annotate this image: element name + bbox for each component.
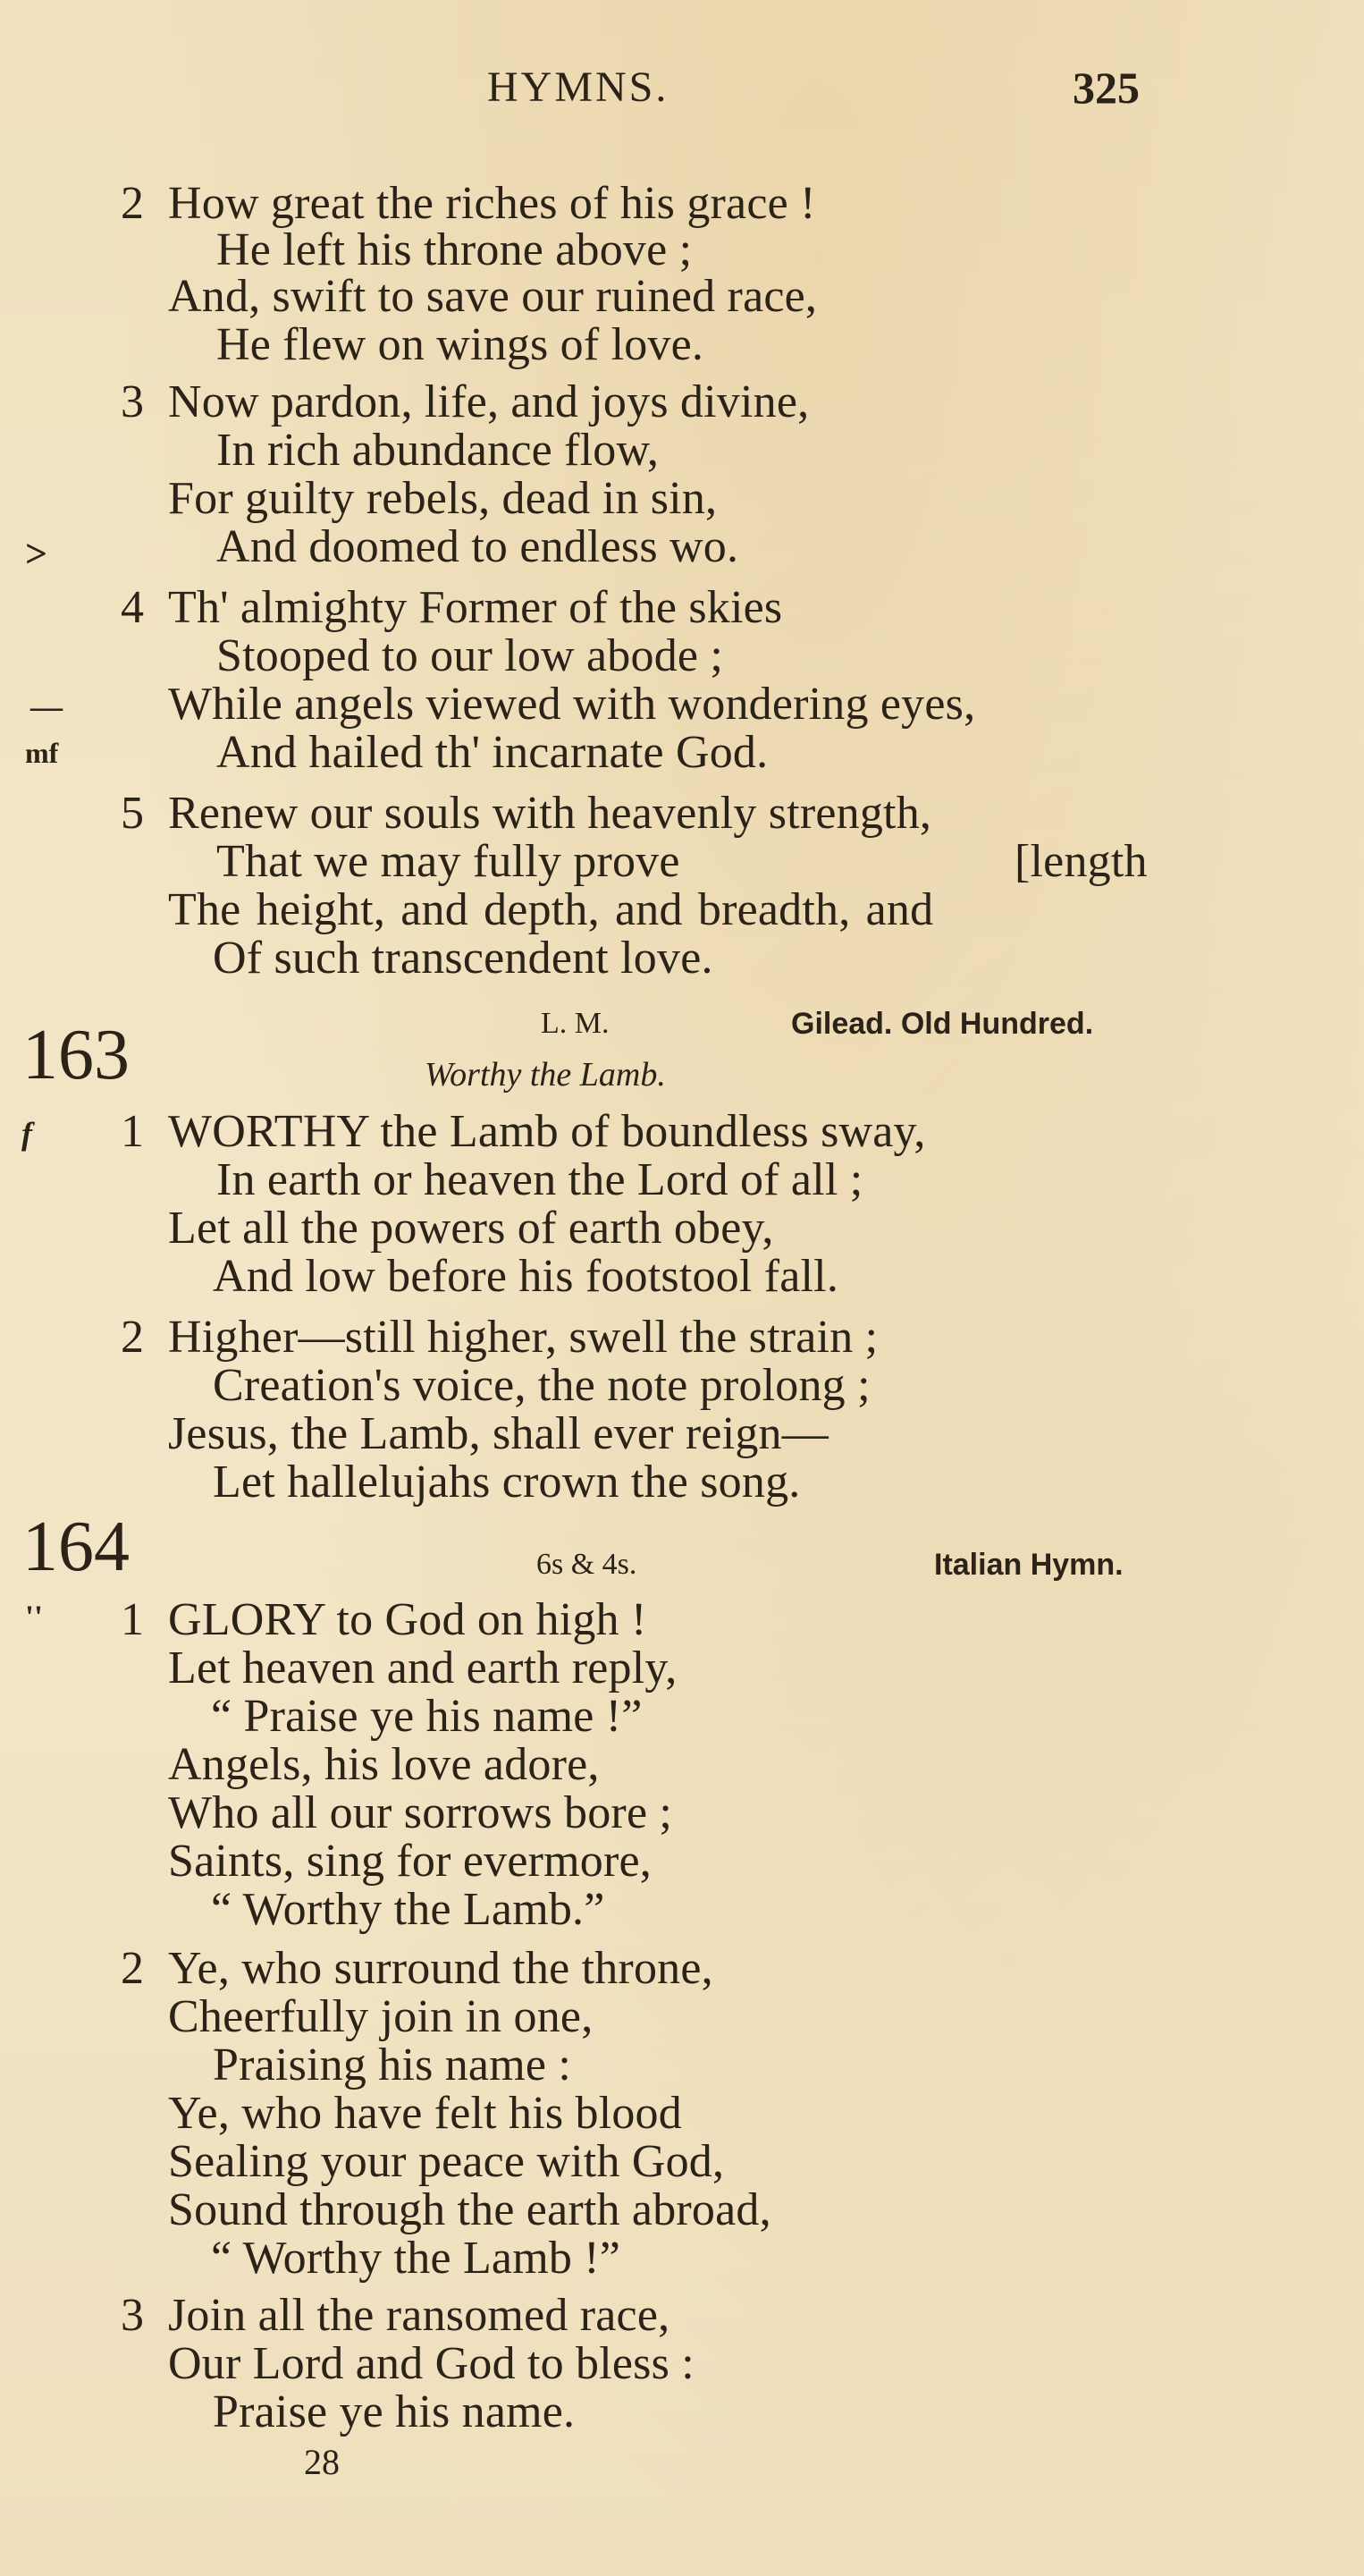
- verse-line: Our Lord and God to bless :: [168, 2338, 695, 2389]
- verse-line: Creation's voice, the note prolong ;: [213, 1360, 871, 1411]
- verse-line: Who all our sorrows bore ;: [168, 1787, 673, 1838]
- verse-line: Of such transcendent love.: [213, 933, 713, 984]
- verse-line: Ye, who surround the throne,: [168, 1943, 713, 1994]
- verse-line: “ Worthy the Lamb.”: [211, 1884, 605, 1935]
- verse-number: 2: [121, 1312, 144, 1363]
- verse-line: Now pardon, life, and joys divine,: [168, 376, 810, 427]
- verse-line: He flew on wings of love.: [216, 319, 704, 370]
- verse-line: Angels, his love adore,: [168, 1739, 600, 1790]
- verse-line: Let all the powers of earth obey,: [168, 1203, 774, 1254]
- verse-number: 2: [121, 178, 144, 229]
- verse-line: Renew our souls with heavenly strength,: [168, 788, 932, 839]
- verse-line: How great the riches of his grace !: [168, 178, 816, 229]
- verse-line: Cheerfully join in one,: [168, 1991, 594, 2042]
- verse-line: Saints, sing for evermore,: [168, 1836, 652, 1887]
- verse-line: Stooped to our low abode ;: [216, 630, 724, 681]
- verse-line: GLORY to God on high !: [168, 1594, 647, 1645]
- hymn-163-tunes: Gilead. Old Hundred.: [791, 1007, 1094, 1041]
- verse-line: Join all the ransomed race,: [168, 2290, 670, 2341]
- verse-line: “ Worthy the Lamb !”: [211, 2233, 621, 2284]
- verse-line: Higher—still higher, swell the strain ;: [168, 1312, 879, 1363]
- verse-line-turnover: [length: [1015, 836, 1148, 887]
- hymn-164-number: 164: [22, 1508, 130, 1586]
- verse-line: Let hallelujahs crown the song.: [213, 1457, 801, 1508]
- hymn-164-tunes: Italian Hymn.: [934, 1548, 1124, 1582]
- verse-line: Let heaven and earth reply,: [168, 1643, 678, 1693]
- hymn-163-meter: L. M.: [541, 1007, 610, 1040]
- hymn-163-number: 163: [22, 1016, 130, 1094]
- verse-line: While angels viewed with wondering eyes,: [168, 679, 976, 730]
- verse-number: 4: [121, 582, 144, 633]
- verse-number: 3: [121, 376, 144, 427]
- verse-line: And doomed to endless wo.: [216, 521, 739, 572]
- dynamic-mark-mf: mf: [25, 737, 59, 769]
- page-number: 325: [1073, 63, 1140, 113]
- verse-line: Sealing your peace with God,: [168, 2136, 725, 2187]
- dynamic-mark-f: f: [21, 1116, 32, 1152]
- verse-line: The height, and depth, and breadth, and: [168, 884, 934, 935]
- verse-line: And hailed th' incarnate God.: [216, 727, 769, 778]
- verse-line: In rich abundance flow,: [216, 425, 660, 476]
- dash-mark: —: [30, 688, 63, 724]
- verse-line: “ Praise ye his name !”: [211, 1691, 643, 1742]
- verse-number: 2: [121, 1943, 144, 1994]
- verse-number: 3: [121, 2290, 144, 2341]
- verse-line: And, swift to save our ruined race,: [168, 271, 818, 322]
- verse-line: WORTHY the Lamb of boundless sway,: [168, 1106, 926, 1157]
- dynamic-mark: '': [25, 1599, 44, 1634]
- hymn-163-title: Worthy the Lamb.: [425, 1056, 666, 1094]
- accent-mark: >: [25, 532, 48, 576]
- verse-line: And low before his footstool fall.: [213, 1251, 839, 1302]
- verse-line: Sound through the earth abroad,: [168, 2184, 771, 2235]
- verse-number: 1: [121, 1106, 144, 1157]
- verse-line: For guilty rebels, dead in sin,: [168, 473, 718, 524]
- verse-line: Praising his name :: [213, 2040, 571, 2090]
- signature-mark: 28: [304, 2442, 340, 2482]
- verse-line: Ye, who have felt his blood: [168, 2088, 682, 2139]
- running-title: HYMNS.: [487, 63, 669, 111]
- verse-line: Th' almighty Former of the skies: [168, 582, 783, 633]
- verse-line: He left his throne above ;: [216, 224, 693, 275]
- hymn-164-meter: 6s & 4s.: [536, 1548, 637, 1581]
- verse-number: 1: [121, 1594, 144, 1645]
- verse-line: That we may fully prove: [216, 836, 680, 887]
- verse-line: In earth or heaven the Lord of all ;: [216, 1154, 863, 1205]
- verse-number: 5: [121, 788, 144, 839]
- verse-line: Praise ye his name.: [213, 2386, 576, 2437]
- verse-line: Jesus, the Lamb, shall ever reign—: [168, 1408, 829, 1459]
